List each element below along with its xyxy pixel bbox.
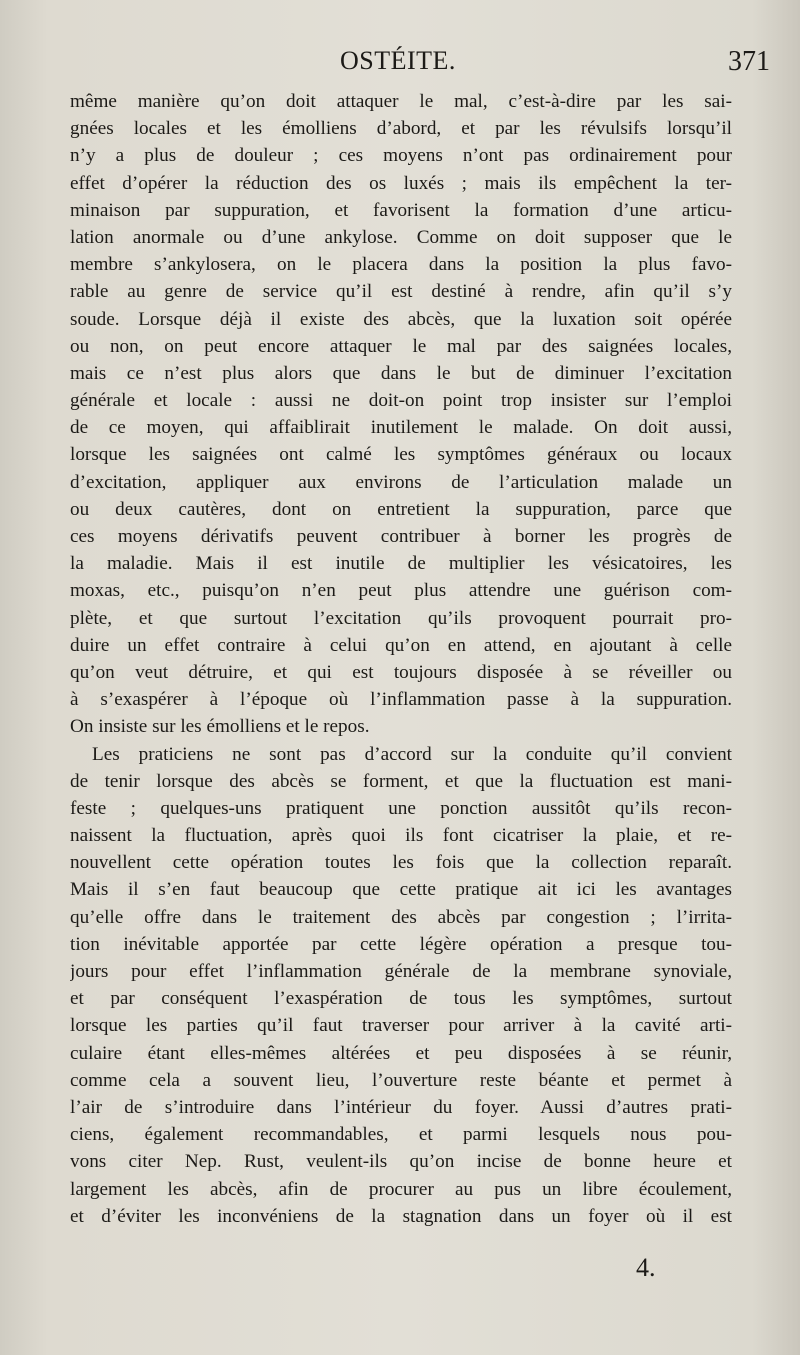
text-line: ciens, également recommandables, et parmi lesquels nous pou- (70, 1124, 732, 1146)
text-line: générale et locale : aussi ne doit-on point trop insister sur l’emploi (70, 390, 732, 412)
signature-mark: 4. (636, 1253, 656, 1282)
text-line: jours pour effet l’inflammation générale de la membrane synoviale, (70, 961, 732, 982)
text-line: qu’on veut détruire, et qui est toujours disposée à se réveiller ou (70, 661, 732, 683)
page-number: 371 (728, 46, 770, 77)
text-line: à s’exaspérer à l’époque où l’inflammation passe à la suppuration. (70, 689, 732, 711)
text-line: tion inévitable apportée par cette légère opération a presque tou- (70, 933, 732, 955)
text-line: vons citer Nep. Rust, veulent-ils qu’on incise de bonne heure et (70, 1151, 732, 1173)
text-line: effet d’opérer la réduction des os luxés ; mais ils empêchent la ter- (70, 172, 732, 194)
text-line: ou non, on peut encore attaquer le mal par des saignées locales, (70, 335, 732, 357)
text-line: soude. Lorsque déjà il existe des abcès, que la luxation soit opérée (70, 308, 732, 330)
running-title: OSTÉITE. (340, 46, 456, 75)
text-line: la maladie. Mais il est inutile de multiplier les vésicatoires, les (70, 553, 732, 575)
text-line: lorsque les saignées ont calmé les symptômes généraux ou locaux (70, 444, 732, 466)
text-line: duire un effet contraire à celui qu’on en attend, en ajoutant à celle (70, 634, 732, 656)
paragraph (70, 741, 732, 1230)
paragraph (70, 88, 732, 741)
text-line: mais ce n’est plus alors que dans le but de diminuer l’excitation (70, 362, 732, 384)
text-line: On insiste sur les émolliens et le repos. (70, 716, 370, 738)
text-line: de ce moyen, qui affaiblirait inutilement le malade. On doit aussi, (70, 417, 732, 439)
text-line: gnées locales et les émolliens d’abord, et par les révulsifs lorsqu’il (70, 118, 732, 140)
text-line: l’air de s’introduire dans l’intérieur du foyer. Aussi d’autres prati- (70, 1096, 732, 1118)
body-text (70, 88, 732, 1230)
text-line: minaison par suppuration, et favorisent la formation d’une articu- (70, 199, 732, 221)
text-line: Mais il s’en faut beaucoup que cette pratique ait ici les avantages (70, 879, 732, 901)
text-line: qu’elle offre dans le traitement des abcès par congestion ; l’irrita- (70, 906, 732, 928)
text-line: membre s’ankylosera, on le placera dans la position la plus favo- (70, 254, 732, 276)
text-line: et d’éviter les inconvéniens de la stagnation dans un foyer où il est (70, 1205, 732, 1227)
text-line: ou deux cautères, dont on entretient la suppuration, parce que (70, 498, 732, 520)
text-line: n’y a plus de douleur ; ces moyens n’ont pas ordinairement pour (70, 145, 732, 167)
text-line: lorsque les parties qu’il faut traverser pour arriver à la cavité arti- (70, 1015, 732, 1037)
text-line: même manière qu’on doit attaquer le mal, c’est-à-dire par les sai- (70, 91, 732, 112)
text-line: ces moyens dérivatifs peuvent contribuer à borner les progrès de (70, 526, 732, 547)
text-line: feste ; quelques-uns pratiquent une ponction aussitôt qu’ils recon- (70, 797, 732, 819)
text-line: naissent la fluctuation, après quoi ils font cicatriser la plaie, et re- (70, 825, 732, 847)
text-line: de tenir lorsque des abcès se forment, et que la fluctuation est mani- (70, 770, 732, 792)
text-line: moxas, etc., puisqu’on n’en peut plus attendre une guérison com- (70, 580, 732, 602)
text-line: largement les abcès, afin de procurer au pus un libre écoulement, (70, 1178, 732, 1200)
text-line: d’excitation, appliquer aux environs de l’articulation malade un (70, 471, 732, 493)
text-line: Les praticiens ne sont pas d’accord sur la conduite qu’il convient (92, 743, 732, 765)
text-line: culaire étant elles-mêmes altérées et peu disposées à se réunir, (70, 1042, 732, 1064)
text-line: lation anormale ou d’une ankylose. Comme on doit supposer que le (70, 226, 732, 248)
text-line: et par conséquent l’exaspération de tous les symptômes, surtout (70, 988, 732, 1010)
text-line: comme cela a souvent lieu, l’ouverture reste béante et permet à (70, 1069, 732, 1091)
page-header (0, 44, 800, 80)
text-line: rable au genre de service qu’il est destiné à rendre, afin qu’il s’y (70, 281, 732, 303)
text-line: nouvellent cette opération toutes les fois que la collection reparaît. (70, 852, 732, 874)
text-line: plète, et que surtout l’excitation qu’ils provoquent pourrait pro- (70, 607, 732, 629)
